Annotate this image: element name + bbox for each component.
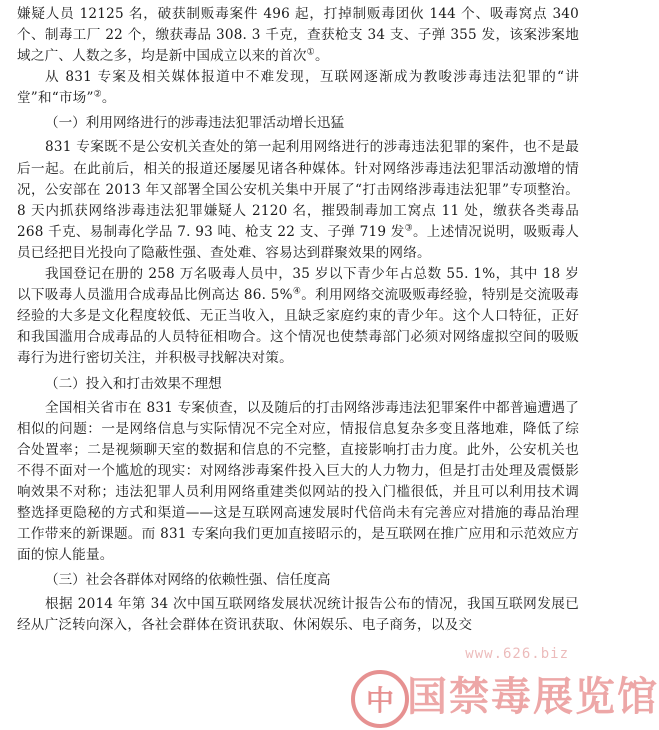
paragraph-1: 嫌疑人员 12125 名，破获制贩毒案件 496 起，打掉制贩毒团伙 144 个、吸毒窝点 340 个、制毒工厂 22 个，缴获毒品 308. 3 千克，查获枪支 34 支、子弹 355 发，该案涉案地域之广、人数之多，均是新中国成立以来的首次①。 xyxy=(17,6,579,65)
paragraph-4: 我国登记在册的 258 万名吸毒人员中，35 岁以下青少年占总数 55. 1%，其中 18 岁以下吸毒人员滥用合成毒品比例高达 86. 5%④。利用网络交流吸贩毒经验，特别是交流吸毒经验的大多是文化程度较低、无正当收入，且缺乏家庭约束的青少年。这个人口特征，正好和我国滥用合成毒品的人员特征相吻合。这个情况也使禁毒部门必须对网络虚拟空间的吸贩毒行为进行密切关注，并积极寻找解决对策。 xyxy=(17,266,579,367)
watermark-logo-icon: 中 xyxy=(351,670,409,728)
paragraph-2: 从 831 专案及相关媒体报道中不难发现，互联网逐渐成为教唆涉毒违法犯罪的“讲堂”和“市场”②。 xyxy=(17,69,579,107)
section-heading-3: （三）社会各群体对网络的依赖性强、信任度高 xyxy=(45,572,331,589)
paragraph-6: 根据 2014 年第 34 次中国互联网络发展状况统计报告公布的情况，我国互联网发展已经从广泛转向深入，各社会群体在资讯获取、休闲娱乐、电子商务，以及交 xyxy=(17,596,579,634)
paragraph-3: 831 专案既不是公安机关查处的第一起利用网络进行的涉毒违法犯罪的案件，也不是最后一起。在此前后，相关的报道还屡屡见诸各种媒体。针对网络涉毒违法犯罪活动激增的情况，公安部在 2013 年又部署全国公安机关集中开展了“打击网络涉毒违法犯罪”专项整治。8 天内抓获网络涉毒违法犯罪嫌疑人 2120 名，摧毁制毒加工窝点 11 处，缴获各类毒品 268 千克、易制毒化学品 7. 93 吨、枪支 22 支、子弹 719 发③。上述情况说明，吸贩毒人员已经把目光投向了隐蔽性强、查处难、容易达到群聚效果的网络。 xyxy=(17,139,580,261)
paragraph-1-text: 嫌疑人员 12125 名，破获制贩毒案件 496 起，打掉制贩毒团伙 144 个、吸毒窝点 340 个、制毒工厂 22 个，缴获毒品 308. 3 千克，查获枪支 34 支、子弹 355 发，该案涉案地域之广、人数之多，均是新中国成立以来的首次 xyxy=(17,6,579,65)
paragraph-2-text: 从 831 专案及相关媒体报道中不难发现，互联网逐渐成为教唆涉毒违法犯罪的“讲堂”和“市场” xyxy=(17,69,579,107)
paragraph-3-text: 831 专案既不是公安机关查处的第一起利用网络进行的涉毒违法犯罪的案件，也不是最后一起。在此前后，相关的报道还屡屡见诸各种媒体。针对网络涉毒违法犯罪活动激增的情况，公安部在 2013 年又部署全国公安机关集中开展了“打击网络涉毒违法犯罪”专项整治。8 天内抓获网络涉毒违法犯罪嫌疑人 2120 名，摧毁制毒加工窝点 11 处，缴获各类毒品 268 千克、易制毒化学品 7. 93 吨、枪支 22 支、子弹 719 发 xyxy=(17,139,579,240)
footnote-ref-1[interactable]: ① xyxy=(306,47,315,58)
footnote-ref-2[interactable]: ② xyxy=(93,89,102,100)
footnote-ref-4[interactable]: ④ xyxy=(292,286,302,297)
watermark-text: 国禁毒展览馆 xyxy=(407,674,659,720)
section-heading-1: （一）利用网络进行的涉毒违法犯罪活动增长迅猛 xyxy=(45,115,345,132)
paragraph-4-text: 我国登记在册的 258 万名吸毒人员中，35 岁以下青少年占总数 55. 1%，其中 18 岁以下吸毒人员滥用合成毒品比例高达 86. 5% xyxy=(17,266,579,304)
watermark xyxy=(351,646,659,728)
document-page xyxy=(17,4,579,636)
paragraph-5: 全国相关省市在 831 专案侦查，以及随后的打击网络涉毒违法犯罪案件中都普遍遭遇了相似的问题：一是网络信息与实际情况不完全对应，情报信息复杂多变且落地难，降低了综合处置率；二是视频聊天室的数据和信息的不完整，直接影响打击力度。此外，公安机关也不得不面对一个尴尬的现实：对网络涉毒案件投入巨大的人力物力，但是打击处理及震慑影响效果不对称；违法犯罪人员利用网络重建类似网站的投入门槛很低，并且可以利用技术调整选择更隐秘的方式和渠道——这是互联网高速发展时代倍尚未有完善应对措施的毒品治理工作带来的新课题。而 831 专案向我们更加直接昭示的，是互联网在推广应用和示范效应方面的惊人能量。 xyxy=(17,399,579,564)
footnote-ref-3[interactable]: ③ xyxy=(404,223,413,234)
watermark-url: www.626.biz xyxy=(465,646,569,662)
section-heading-2: （二）投入和打击效果不理想 xyxy=(45,375,222,392)
